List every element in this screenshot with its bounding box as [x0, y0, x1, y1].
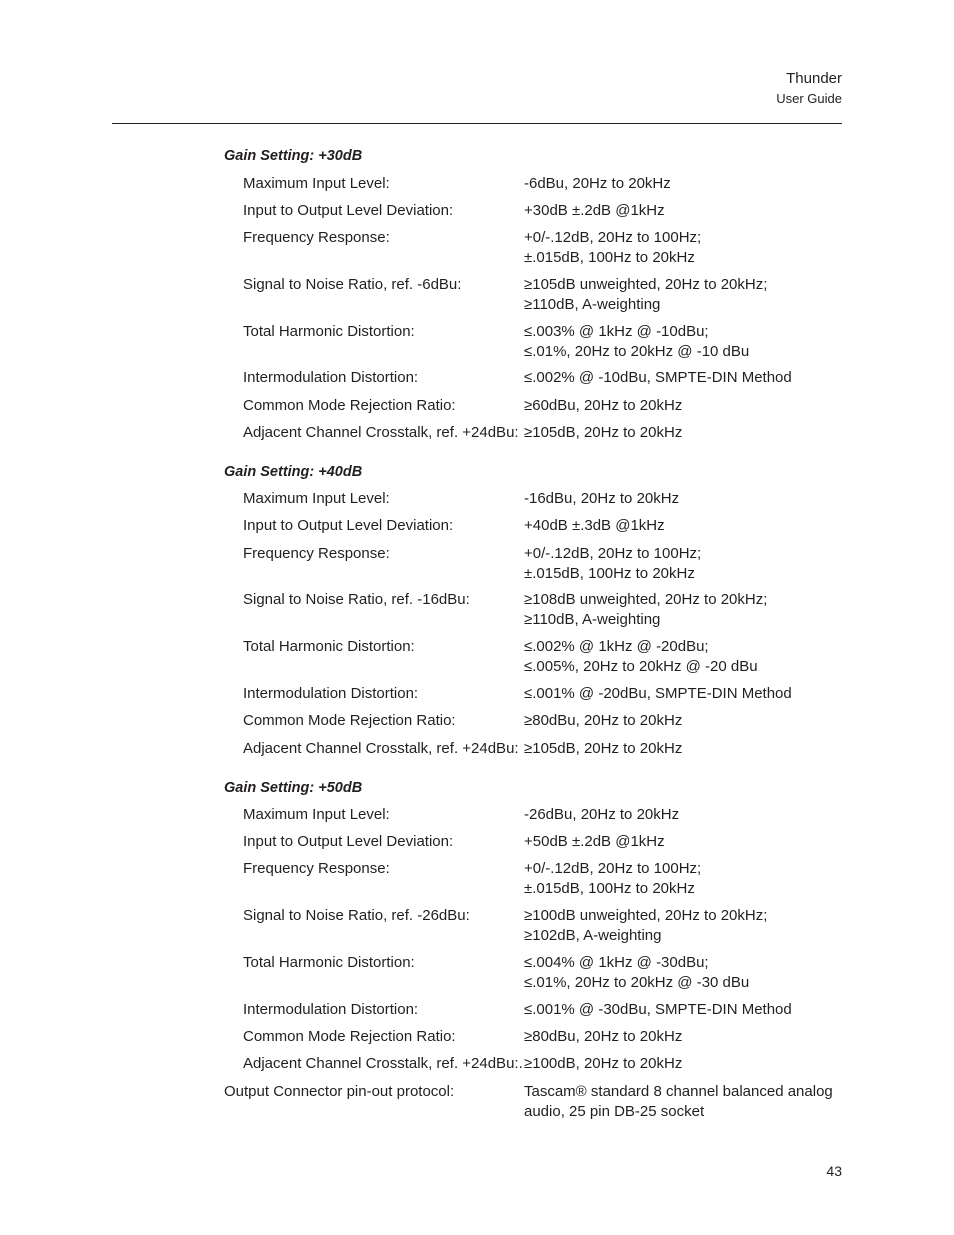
- spec-label-text: Adjacent Channel Crosstalk, ref. +24dBu:: [243, 424, 519, 441]
- spec-label: [243, 953, 523, 973]
- spec-value: [524, 174, 671, 194]
- spec-label-text: Input to Output Level Deviation:: [243, 833, 454, 850]
- spec-label-text: Input to Output Level Deviation:: [243, 517, 454, 534]
- spec-label-text: Common Mode Rejection Ratio:: [243, 1028, 456, 1045]
- spec-value: [524, 805, 679, 825]
- spec-value-line: +0/-.12dB, 20Hz to 100Hz;: [524, 545, 702, 562]
- spec-value: [524, 1054, 682, 1074]
- spec-label: [243, 368, 523, 388]
- spec-value: [524, 322, 749, 361]
- spec-value: [524, 859, 701, 898]
- spec-label-text: Total Harmonic Distortion:: [243, 954, 415, 971]
- spec-label: [243, 739, 523, 759]
- spec-label: [243, 322, 523, 342]
- spec-value-line: ≤.01%, 20Hz to 20kHz @ -10 dBu: [524, 342, 750, 360]
- spec-value-line: ≥100dB unweighted, 20Hz to 20kHz;: [524, 907, 768, 924]
- spec-label: [243, 805, 523, 825]
- spec-value: [524, 684, 792, 704]
- spec-value-line: ≥60dBu, 20Hz to 20kHz: [524, 397, 683, 414]
- spec-label: [243, 684, 523, 704]
- spec-value-line: +40dB ±.3dB @1kHz: [524, 517, 665, 534]
- spec-label: [243, 544, 523, 564]
- spec-label-text: Common Mode Rejection Ratio:: [243, 397, 456, 414]
- spec-value-line: ≤.004% @ 1kHz @ -30dBu;: [524, 954, 709, 971]
- spec-value: [524, 590, 767, 629]
- spec-value: [524, 275, 767, 314]
- spec-label: [243, 832, 523, 852]
- spec-label: [243, 859, 523, 879]
- spec-label-text: Frequency Response:: [243, 545, 390, 562]
- spec-label-text: Intermodulation Distortion:: [243, 1001, 419, 1018]
- spec-value-line: ≥105dB unweighted, 20Hz to 20kHz;: [524, 276, 768, 293]
- spec-value-line: -16dBu, 20Hz to 20kHz: [524, 490, 680, 507]
- spec-label: [243, 423, 523, 443]
- spec-value-line: ≥108dB unweighted, 20Hz to 20kHz;: [524, 591, 768, 608]
- spec-value-line: ≥102dB, A-weighting: [524, 926, 662, 944]
- spec-value: [524, 637, 758, 676]
- spec-value: [524, 1027, 682, 1047]
- spec-label: [243, 396, 523, 416]
- spec-value-line: ±.015dB, 100Hz to 20kHz: [524, 564, 695, 582]
- spec-value-line: ≤.003% @ 1kHz @ -10dBu;: [524, 323, 709, 340]
- spec-label-text: Maximum Input Level:: [243, 806, 390, 823]
- spec-label-text: Common Mode Rejection Ratio:: [243, 712, 456, 729]
- spec-value-line: ±.015dB, 100Hz to 20kHz: [524, 248, 695, 266]
- spec-label: [243, 637, 523, 657]
- spec-label: [243, 590, 523, 610]
- spec-value-line: ≥80dBu, 20Hz to 20kHz: [524, 712, 683, 729]
- spec-value: [524, 1000, 792, 1020]
- header-title: Thunder: [786, 70, 842, 87]
- spec-value-line: ≤.001% @ -30dBu, SMPTE-DIN Method: [524, 1001, 792, 1018]
- spec-label: [243, 711, 523, 731]
- spec-label: [243, 1027, 523, 1047]
- spec-label: [243, 201, 523, 221]
- spec-label-text: Maximum Input Level:: [243, 490, 390, 507]
- spec-value-line: ≥100dB, 20Hz to 20kHz: [524, 1055, 683, 1072]
- spec-value: [524, 516, 665, 536]
- page-number: 43: [826, 1163, 842, 1179]
- spec-value-line: ±.015dB, 100Hz to 20kHz: [524, 879, 695, 897]
- spec-value-line: ≤.005%, 20Hz to 20kHz @ -20 dBu: [524, 657, 758, 675]
- spec-value-line: +0/-.12dB, 20Hz to 100Hz;: [524, 860, 702, 877]
- spec-value: [524, 953, 749, 992]
- section-title: Gain Setting: +50dB: [224, 780, 363, 796]
- header-subtitle: User Guide: [776, 91, 842, 106]
- spec-value: [524, 711, 682, 731]
- spec-label: [243, 1054, 523, 1074]
- spec-label: [243, 906, 523, 926]
- spec-value-line: audio, 25 pin DB-25 socket: [524, 1102, 705, 1120]
- spec-value: [524, 396, 682, 416]
- spec-value-line: +50dB ±.2dB @1kHz: [524, 833, 665, 850]
- spec-value-line: ≥110dB, A-weighting: [524, 610, 661, 628]
- spec-value: [524, 906, 767, 945]
- spec-value-line: +0/-.12dB, 20Hz to 100Hz;: [524, 229, 702, 246]
- spec-label: [224, 1082, 523, 1102]
- spec-label-text: Frequency Response:: [243, 860, 390, 877]
- spec-value-line: ≥80dBu, 20Hz to 20kHz: [524, 1028, 683, 1045]
- spec-value-line: -26dBu, 20Hz to 20kHz: [524, 806, 680, 823]
- spec-value-line: -6dBu, 20Hz to 20kHz: [524, 175, 671, 192]
- spec-value: [524, 832, 665, 852]
- spec-value: [524, 368, 792, 388]
- spec-value: [524, 1082, 833, 1121]
- spec-label-text: Intermodulation Distortion:: [243, 685, 419, 702]
- spec-value: [524, 544, 701, 583]
- spec-label-text: Signal to Noise Ratio, ref. -16dBu:: [243, 591, 470, 608]
- spec-label-text: Frequency Response:: [243, 229, 390, 246]
- spec-label-text: Signal to Noise Ratio, ref. -26dBu:: [243, 907, 470, 924]
- spec-label-text: Output Connector pin-out protocol:: [224, 1083, 455, 1100]
- spec-value-line: ≤.01%, 20Hz to 20kHz @ -30 dBu: [524, 973, 750, 991]
- spec-label: [243, 489, 523, 509]
- spec-value-line: ≤.002% @ -10dBu, SMPTE-DIN Method: [524, 369, 792, 386]
- spec-label: [243, 275, 523, 295]
- spec-value-line: ≤.001% @ -20dBu, SMPTE-DIN Method: [524, 685, 792, 702]
- spec-label: [243, 228, 523, 248]
- spec-value-line: ≥105dB, 20Hz to 20kHz: [524, 424, 683, 441]
- spec-label: [243, 1000, 523, 1020]
- spec-label-text: Maximum Input Level:: [243, 175, 390, 192]
- spec-value: [524, 423, 682, 443]
- spec-label-text: Adjacent Channel Crosstalk, ref. +24dBu:.: [243, 1055, 523, 1072]
- section-title: Gain Setting: +40dB: [224, 464, 363, 480]
- spec-label-text: Signal to Noise Ratio, ref. -6dBu:: [243, 276, 462, 293]
- spec-label: [243, 174, 523, 194]
- spec-value: [524, 228, 701, 267]
- spec-value: [524, 739, 682, 759]
- section-title: Gain Setting: +30dB: [224, 148, 363, 164]
- spec-value-line: ≤.002% @ 1kHz @ -20dBu;: [524, 638, 709, 655]
- spec-value: [524, 201, 665, 221]
- spec-value: [524, 489, 679, 509]
- spec-label: [243, 516, 523, 536]
- spec-label-text: Input to Output Level Deviation:: [243, 202, 454, 219]
- spec-value-line: ≥110dB, A-weighting: [524, 295, 661, 313]
- header-divider: [112, 123, 842, 124]
- spec-label-text: Adjacent Channel Crosstalk, ref. +24dBu:: [243, 740, 519, 757]
- spec-label-text: Total Harmonic Distortion:: [243, 638, 415, 655]
- spec-value-line: Tascam® standard 8 channel balanced analog: [524, 1083, 833, 1100]
- spec-value-line: ≥105dB, 20Hz to 20kHz: [524, 740, 683, 757]
- spec-label-text: Intermodulation Distortion:: [243, 369, 419, 386]
- spec-value-line: +30dB ±.2dB @1kHz: [524, 202, 665, 219]
- spec-label-text: Total Harmonic Distortion:: [243, 323, 415, 340]
